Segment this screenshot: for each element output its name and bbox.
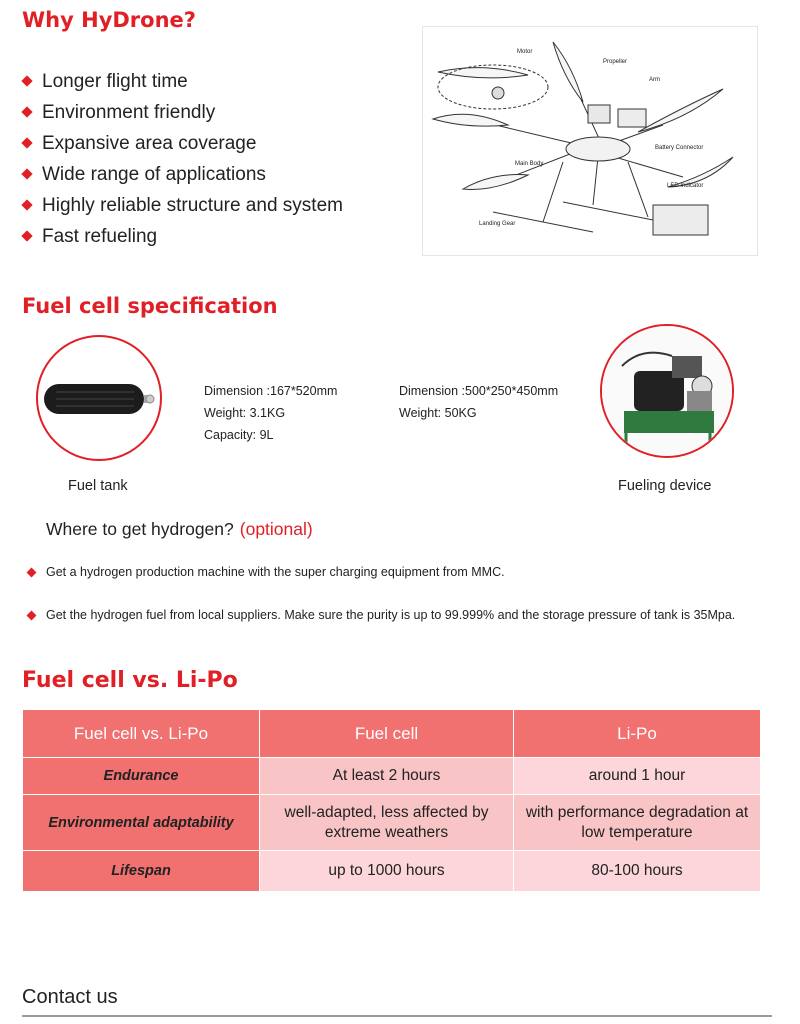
diagram-label-motor: Motor <box>517 49 533 55</box>
comparison-table <box>22 709 761 892</box>
contact-heading: Contact us <box>22 986 118 1008</box>
diamond-bullet-icon <box>21 75 32 86</box>
fueling-device-caption: Fueling device <box>618 478 712 494</box>
diagram-label-landing-gear: Landing Gear <box>479 221 516 227</box>
fuel-tank-specs <box>204 380 337 446</box>
table-row <box>23 795 761 851</box>
diamond-bullet-icon <box>21 199 32 210</box>
diagram-label-propeller: Propeller <box>603 59 628 65</box>
diamond-bullet-icon <box>27 611 37 621</box>
fuel-tank-dimension: Dimension :167*520mm <box>204 384 338 398</box>
feature-item: Expansive area coverage <box>22 128 343 159</box>
divider <box>22 1015 772 1017</box>
table-row <box>23 758 761 795</box>
feature-item: Highly reliable structure and system <box>22 190 343 221</box>
fueling-device-illustration <box>602 326 732 456</box>
fuel-tank-capacity: Capacity: 9L <box>204 428 274 442</box>
column-header: Li-Po <box>514 710 761 758</box>
optional-label: (optional) <box>239 519 313 539</box>
hydrogen-note: Get the hydrogen fuel from local suppliers. Make sure the purity is up to 99.999% and the storage pressure of tank is 35Mpa. <box>24 608 735 622</box>
table-cell: up to 1000 hours <box>260 851 514 892</box>
feature-list <box>22 66 343 252</box>
hydrogen-question-text: Where to get hydrogen? <box>46 519 234 539</box>
feature-item: Longer flight time <box>22 66 343 97</box>
drone-exploded-diagram <box>422 26 758 256</box>
diamond-bullet-icon <box>27 568 37 578</box>
diagram-label-main-body: Main Body <box>515 161 544 167</box>
fuel-cell-spec-heading: Fuel cell specification <box>22 294 278 318</box>
table-cell: 80-100 hours <box>514 851 761 892</box>
drone-diagram-illustration <box>423 27 757 255</box>
fuel-tank-weight: Weight: 3.1KG <box>204 406 286 420</box>
hydrogen-note: Get a hydrogen production machine with the super charging equipment from MMC. <box>24 565 505 579</box>
diamond-bullet-icon <box>21 168 32 179</box>
fueling-device-weight: Weight: 50KG <box>399 406 477 420</box>
diagram-label-arm: Arm <box>649 77 660 83</box>
fueling-device-dimension: Dimension :500*250*450mm <box>399 384 559 398</box>
diagram-label-led-indicator: LED Indicator <box>667 183 704 189</box>
table-cell: well-adapted, less affected by extreme weathers <box>260 795 514 851</box>
diagram-label-battery-connector: Battery Connector <box>655 145 704 151</box>
column-header: Fuel cell <box>260 710 514 758</box>
feature-item: Environment friendly <box>22 97 343 128</box>
hydrogen-question <box>46 519 313 540</box>
diamond-bullet-icon <box>21 137 32 148</box>
why-hydrone-heading: Why HyDrone? <box>22 8 196 32</box>
row-header: Endurance <box>23 758 260 795</box>
feature-item: Wide range of applications <box>22 159 343 190</box>
feature-item: Fast refueling <box>22 221 343 252</box>
row-header: Lifespan <box>23 851 260 892</box>
fueling-device-image <box>600 324 734 458</box>
table-header-row <box>23 710 761 758</box>
row-header: Environmental adaptability <box>23 795 260 851</box>
column-header: Fuel cell vs. Li-Po <box>23 710 260 758</box>
table-cell: At least 2 hours <box>260 758 514 795</box>
fuel-tank-image <box>36 335 162 461</box>
diamond-bullet-icon <box>21 230 32 241</box>
table-cell: around 1 hour <box>514 758 761 795</box>
fuel-tank-caption: Fuel tank <box>68 478 128 494</box>
comparison-heading: Fuel cell vs. Li-Po <box>22 668 238 693</box>
fuel-tank-illustration <box>38 337 160 459</box>
table-cell: with performance degradation at low temperature <box>514 795 761 851</box>
diamond-bullet-icon <box>21 106 32 117</box>
table-row <box>23 851 761 892</box>
fueling-device-specs <box>399 380 558 424</box>
